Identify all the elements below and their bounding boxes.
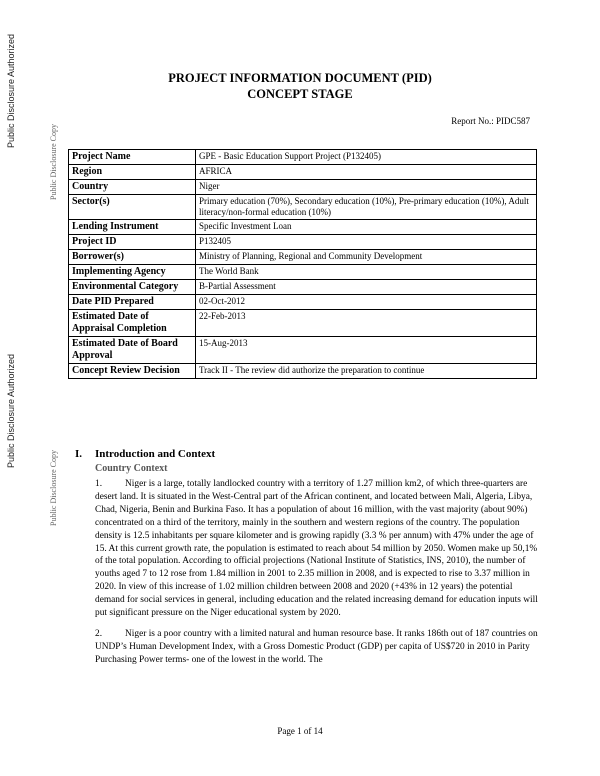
info-label: Country	[69, 180, 196, 195]
info-label: Implementing Agency	[69, 265, 196, 280]
document-title: PROJECT INFORMATION DOCUMENT (PID)	[168, 71, 432, 85]
section-title: Introduction and Context	[95, 448, 216, 460]
project-info-table	[68, 149, 537, 379]
info-label: Concept Review Decision	[69, 364, 196, 379]
paragraph-1	[95, 478, 543, 620]
paragraph-number: 2.	[95, 629, 103, 639]
info-value: 02-Oct-2012	[196, 295, 537, 310]
info-row	[69, 310, 537, 337]
info-value: GPE - Basic Education Support Project (P132405)	[196, 150, 537, 165]
info-value: 15-Aug-2013	[196, 337, 537, 364]
side-label-disclosure-copy-bottom: Public Disclosure Copy	[49, 450, 58, 526]
info-row	[69, 165, 537, 180]
info-value: Track II - The review did authorize the preparation to continue	[196, 364, 537, 379]
info-row	[69, 250, 537, 265]
info-row	[69, 180, 537, 195]
info-value: AFRICA	[196, 165, 537, 180]
info-label: Date PID Prepared	[69, 295, 196, 310]
info-row	[69, 195, 537, 220]
subsection-heading: Country Context	[95, 463, 168, 474]
info-label: Environmental Category	[69, 280, 196, 295]
info-value: Primary education (70%), Secondary education (10%), Pre-primary education (10%), Adult literacy/non-formal education (10%)	[196, 195, 537, 220]
info-label: Project ID	[69, 235, 196, 250]
side-label-disclosure-authorized-top: Public Disclosure Authorized	[6, 33, 16, 148]
info-label: Lending Instrument	[69, 220, 196, 235]
info-row	[69, 364, 537, 379]
section-heading	[75, 448, 215, 460]
paragraph-text: Niger is a large, totally landlocked country with a territory of 1.27 million km2, of which three-quarters are desert land. It is situated in the West-Central part of the African continent, and located between Mali, Algeria, Libya, Chad, Nigeria, Benin and Burkina Faso. It has a population of about 16 million, with the vast majority (about 90%) concentrated on a third of the territory, mainly in the southern and western regions of the country. The population density is 12.5 inhabitants per square kilometer and is growing rapidly (3.3 % per annum) with 47% under the age of 15. At this current growth rate, the population is estimated to reach about 54 million by 2050. Women make up 50,1% of the total population. According to official projections (National Institute of Statistics, INS, 2010), the number of youths aged 7 to 12 rose from 1.84 million in 2001 to 2.35 million in 2008, and is expected to rise to 3.37 million in 2020. In view of this increase of 1.02 million children between 2008 and 2020 (+43% in 12 years) the potential demand for social services in general, including education and the related increasing demand for education inputs will put significant pressure on the Niger educational system by 2020.	[95, 479, 538, 619]
info-label: Borrower(s)	[69, 250, 196, 265]
info-label: Sector(s)	[69, 195, 196, 220]
info-row	[69, 235, 537, 250]
info-value: Niger	[196, 180, 537, 195]
paragraph-number: 1.	[95, 479, 103, 489]
info-label: Project Name	[69, 150, 196, 165]
document-stage: CONCEPT STAGE	[247, 87, 353, 101]
page-number: Page 1 of 14	[277, 726, 323, 736]
section-number: I.	[75, 448, 83, 460]
info-row	[69, 265, 537, 280]
info-row	[69, 295, 537, 310]
info-value: B-Partial Assessment	[196, 280, 537, 295]
info-row	[69, 220, 537, 235]
report-number: Report No.: PIDC587	[451, 116, 530, 126]
info-value: Specific Investment Loan	[196, 220, 537, 235]
paragraph-text: Niger is a poor country with a limited natural and human resource base. It ranks 186th out of 187 countries on UNDP’s Human Development Index, with a Gross Domestic Product (GDP) per capita of US$720 in 2010 in Parity Purchasing Power terms- one of the lowest in the world. The	[95, 629, 538, 665]
side-label-disclosure-copy-top: Public Disclosure Copy	[49, 124, 58, 200]
info-value: The World Bank	[196, 265, 537, 280]
info-label: Estimated Date of Board Approval	[69, 337, 196, 364]
info-value: 22-Feb-2013	[196, 310, 537, 337]
paragraph-2	[95, 628, 543, 667]
info-label: Estimated Date of Appraisal Completion	[69, 310, 196, 337]
info-value: P132405	[196, 235, 537, 250]
info-label: Region	[69, 165, 196, 180]
info-row	[69, 150, 537, 165]
side-label-disclosure-authorized-bottom: Public Disclosure Authorized	[6, 353, 16, 468]
info-value: Ministry of Planning, Regional and Community Development	[196, 250, 537, 265]
info-row	[69, 337, 537, 364]
info-row	[69, 280, 537, 295]
